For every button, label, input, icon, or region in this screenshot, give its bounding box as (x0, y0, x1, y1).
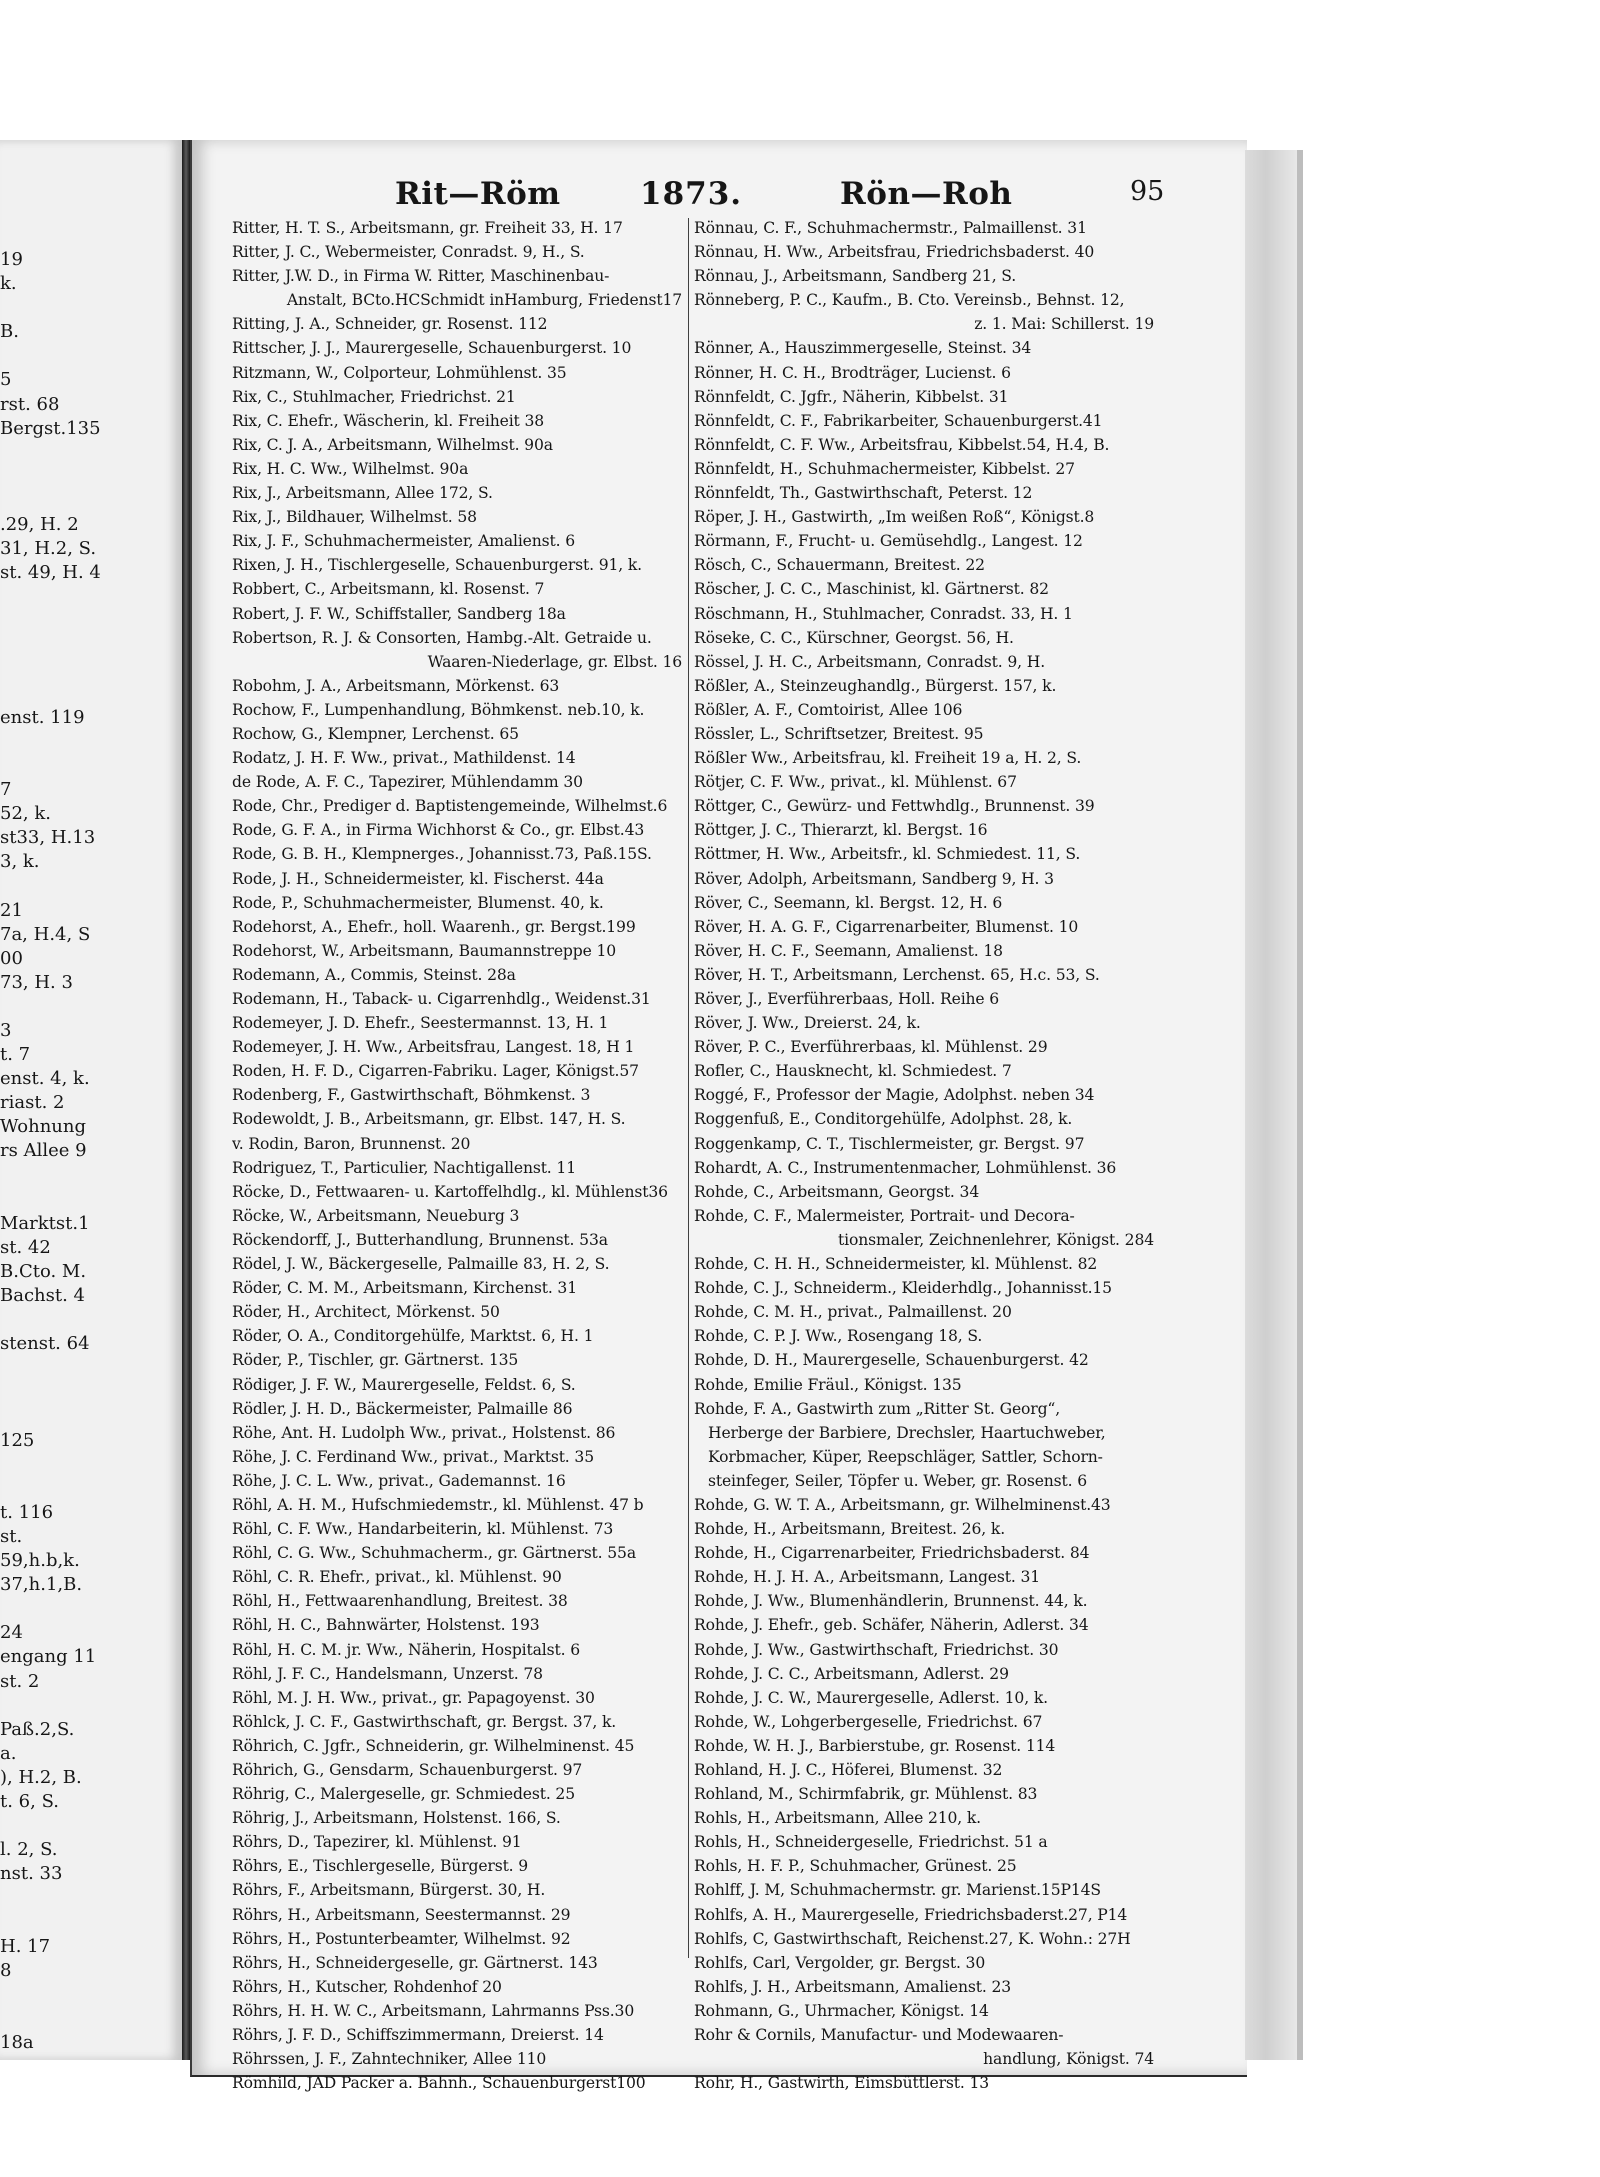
previous-page-fragment: 18a (0, 2031, 34, 2053)
directory-entry: Rittscher, J. J., Maurergeselle, Schauenburgerst. 10 (232, 339, 632, 358)
directory-entry: Rönnau, C. F., Schuhmachermstr., Palmaillenst. 31 (694, 219, 1087, 237)
directory-entry: v. Rodin, Baron, Brunnenst. 20 (232, 1134, 471, 1153)
previous-page-fragment (0, 754, 182, 778)
previous-page-fragment (0, 682, 182, 706)
directory-entry: Rössel, J. H. C., Arbeitsmann, Conradst. 9, H. (694, 652, 1046, 671)
directory-entry: Röver, C., Seemann, kl. Bergst. 12, H. 6 (694, 893, 1003, 912)
directory-entry: Röttger, J. C., Thierarzt, kl. Bergst. 16 (694, 821, 988, 840)
directory-entry: Ritzmann, W., Colporteur, Lohmühlenst. 35 (232, 363, 567, 382)
directory-entry: Rohde, J. Ww., Gastwirthschaft, Friedrichst. 30 (694, 1640, 1059, 1659)
directory-entry: Rohlfs, C, Gastwirthschaft, Reichenst.27, K. Wohn.: 27H (694, 1929, 1131, 1948)
directory-entry: Röcke, D., Fettwaaren- u. Kartoffelhdlg., kl. Mühlenst36 (232, 1182, 668, 1201)
previous-page-fragment: 73, H. 3 (0, 971, 73, 993)
directory-entry: Roggenkamp, C. T., Tischlermeister, gr. Bergst. 97 (694, 1134, 1085, 1153)
previous-page-fragment: 3 (0, 1020, 12, 1041)
directory-entry: Röttmer, H. Ww., Arbeitsfr., kl. Schmiedest. 11, S. (694, 845, 1081, 864)
directory-entry: Rohde, J. Ehefr., geb. Schäfer, Näherin, Adlerst. 34 (694, 1616, 1089, 1635)
previous-page-fragment: st33, H.13 (0, 827, 96, 849)
previous-page-text (0, 248, 182, 2055)
directory-entry: Röhl, M. J. H. Ww., privat., gr. Papagoyenst. 30 (232, 1688, 595, 1707)
previous-page-fragment (0, 995, 182, 1019)
previous-page-fragment (0, 1380, 182, 1404)
previous-page-fragment: t. 7 (0, 1044, 31, 1066)
directory-entry: Rodemann, A., Commis, Steinst. 28a (232, 965, 516, 984)
directory-entry: Röder, P., Tischler, gr. Gärtnerst. 135 (232, 1351, 519, 1370)
directory-entry: Rodatz, J. H. F. Ww., privat., Mathildenst. 14 (232, 749, 576, 768)
directory-entry: Rönnau, H. Ww., Arbeitsfrau, Friedrichsbaderst. 40 (694, 243, 1095, 262)
previous-page-fragment: 59,h.b,k. (0, 1550, 80, 1572)
directory-entry: Röhl, C. R. Ehefr., privat., kl. Mühlenst. 90 (232, 1568, 562, 1587)
directory-entry: Rödler, J. H. D., Bäckermeister, Palmaille 86 (232, 1399, 573, 1418)
directory-entry: Röhe, J. C. L. Ww., privat., Gademannst. 16 (232, 1471, 566, 1490)
directory-entry: Rohmann, G., Uhrmacher, Königst. 14 (694, 2001, 989, 2020)
directory-entry: Rohlfs, Carl, Vergolder, gr. Bergst. 30 (694, 1953, 986, 1972)
previous-page-fragment (0, 1188, 182, 1212)
directory-entry: Rohlfs, J. H., Arbeitsmann, Amalienst. 23 (694, 1977, 1012, 1996)
directory-entry: Röver, J., Everführerbaas, Holl. Reihe 6 (694, 990, 1000, 1008)
previous-page-fragment: enst. 119 (0, 706, 85, 728)
directory-entry: Rodemeyer, J. D. Ehefr., Seestermannst. 13, H. 1 (232, 1014, 609, 1033)
directory-entry: Rößler, A., Steinzeughandlg., Bürgerst. 157, k. (694, 676, 1057, 695)
previous-page-fragment: .29, H. 2 (0, 514, 79, 536)
previous-page-fragment: a. (0, 1742, 17, 1764)
directory-entry: Rode, P., Schuhmachermeister, Blumenst. 40, k. (232, 893, 604, 912)
page-header (195, 176, 1165, 218)
directory-entry: Rohde, G. W. T. A., Arbeitsmann, gr. Wilhelminenst.43 (694, 1495, 1111, 1514)
directory-entry: Röschmann, H., Stuhlmacher, Conradst. 33, H. 1 (694, 604, 1073, 623)
directory-entry: Rohde, W. H. J., Barbierstube, gr. Rosenst. 114 (694, 1736, 1056, 1755)
directory-entry: Rohde, W., Lohgerbergeselle, Friedrichst. 67 (694, 1712, 1043, 1731)
directory-entry: Roden, H. F. D., Cigarren-Fabriku. Lager, Königst.57 (232, 1062, 639, 1081)
previous-page-fragment: t. 116 (0, 1501, 54, 1523)
directory-entry: Rix, J., Arbeitsmann, Allee 172, S. (232, 484, 493, 503)
directory-entry: Waaren-Niederlage, gr. Elbst. 16 (427, 652, 682, 671)
directory-entry: Ritter, J. C., Webermeister, Conradst. 9, H., S. (232, 243, 585, 262)
directory-entry: Röver, P. C., Everführerbaas, kl. Mühlenst. 29 (694, 1038, 1048, 1057)
directory-entry: Rohde, C. P. J. Ww., Rosengang 18, S. (694, 1327, 983, 1346)
directory-entry: Rohde, J. Ww., Blumenhändlerin, Brunnenst. 44, k. (694, 1592, 1088, 1611)
directory-entry: Röhe, J. C. Ferdinand Ww., privat., Marktst. 35 (232, 1447, 594, 1466)
directory-entry: Röhl, H. C. M. jr. Ww., Näherin, Hospitalst. 6 (232, 1640, 580, 1659)
directory-entry: Röckendorff, J., Butterhandlung, Brunnenst. 53a (232, 1230, 608, 1249)
directory-entry: Röhl, C. G. Ww., Schuhmacherm., gr. Gärtnerst. 55a (232, 1544, 636, 1563)
directory-entry: Röcke, W., Arbeitsmann, Neueburg 3 (232, 1206, 520, 1225)
previous-page-fragment: 125 (0, 1429, 35, 1451)
header-left-range: Rit—Röm (395, 176, 561, 212)
directory-entry: Rochow, G., Klempner, Lerchenst. 65 (232, 724, 519, 743)
directory-entry: Rohr, H., Gastwirth, Eimsbüttlerst. 13 (694, 2074, 990, 2093)
directory-entry: Rochow, F., Lumpenhandlung, Böhmkenst. neb.10, k. (232, 700, 645, 719)
directory-entry: Rohls, H., Schneidergeselle, Friedrichst. 51 a (694, 1833, 1048, 1852)
directory-entry: Rohland, H. J. C., Höferei, Blumenst. 32 (694, 1761, 1003, 1779)
previous-page-fragment (0, 1477, 182, 1501)
previous-page-fragment (0, 344, 182, 368)
directory-entry: Röscher, J. C. C., Maschinist, kl. Gärtnerst. 82 (694, 580, 1049, 599)
previous-page-fragment: st. (0, 1525, 23, 1547)
directory-entry: Röhrs, H. H. W. C., Arbeitsmann, Lahrmanns Pss.30 (232, 2001, 635, 2020)
previous-page-fragment (0, 489, 182, 513)
directory-entry: Röhrig, J., Arbeitsmann, Holstenst. 166, S. (232, 1809, 561, 1828)
directory-entry: Rohde, C. J., Schneiderm., Kleiderhdlg., Johannisst.15 (694, 1279, 1112, 1298)
directory-entry: Rohde, Emilie Fräul., Königst. 135 (694, 1375, 962, 1394)
directory-entry: Rodehorst, A., Ehefr., holl. Waarenh., gr. Bergst.199 (232, 917, 636, 936)
directory-entry: Rohde, C. F., Malermeister, Portrait- und Decora- (694, 1206, 1075, 1225)
directory-entry: Rohde, C. M. H., privat., Palmaillenst. 20 (694, 1303, 1012, 1322)
directory-entry: Robertson, R. J. & Consorten, Hambg.-Alt. Getraide u. (232, 628, 652, 647)
directory-entry: Rohls, H. F. P., Schuhmacher, Grünest. 25 (694, 1857, 1017, 1876)
directory-entry: Rixen, J. H., Tischlergeselle, Schauenburgerst. 91, k. (232, 556, 642, 575)
directory-entry: Röhl, J. F. C., Handelsmann, Unzerst. 78 (232, 1664, 543, 1683)
directory-entry: Rohlff, J. M, Schuhmachermstr. gr. Marienst.15P14S (694, 1881, 1101, 1900)
previous-page-fragment (0, 1886, 182, 1910)
directory-entry: Röhrich, C. Jgfr., Schneiderin, gr. Wilhelminenst. 45 (232, 1736, 635, 1755)
previous-page-fragment: rst. 68 (0, 393, 60, 415)
previous-page-fragment (0, 585, 182, 609)
previous-page-fragment: Bergst.135 (0, 417, 101, 439)
directory-entry: Röper, J. H., Gastwirth, „Im weißen Roß“, Königst.8 (694, 508, 1095, 527)
previous-page-fragment: Bachst. 4 (0, 1285, 85, 1307)
directory-entry: Rohde, C., Arbeitsmann, Georgst. 34 (694, 1182, 980, 1201)
previous-page-fragment (0, 1814, 182, 1838)
previous-page-fragment: t. 6, S. (0, 1791, 59, 1812)
book-gutter (182, 140, 190, 2060)
directory-entry: Rodemeyer, J. H. Ww., Arbeitsfrau, Langest. 18, H 1 (232, 1038, 635, 1057)
directory-entry: Robbert, C., Arbeitsmann, kl. Rosenst. 7 (232, 580, 545, 599)
directory-entry: Rode, G. B. H., Klempnerges., Johannisst.73, Paß.15S. (232, 845, 652, 864)
previous-page-fragment: 19 (0, 249, 23, 270)
previous-page-fragment (0, 441, 182, 465)
directory-entry: steinfeger, Seiler, Töpfer u. Weber, gr. Rosenst. 6 (708, 1471, 1088, 1490)
directory-entry: Röhl, C. F. Ww., Handarbeiterin, kl. Mühlenst. 73 (232, 1520, 614, 1539)
directory-entry: Röhrssen, J. F., Zahntechniker, Allee 110 (232, 2050, 547, 2069)
previous-page-fragment (0, 1597, 182, 1621)
directory-entry: Röhl, A. H. M., Hufschmiedemstr., kl. Mühlenst. 47 b (232, 1495, 644, 1514)
directory-entry: Rix, H. C. Ww., Wilhelmst. 90a (232, 459, 469, 478)
previous-page-fragment (0, 465, 182, 489)
directory-entry: Ritter, J.W. D., in Firma W. Ritter, Maschinenbau- (232, 267, 610, 286)
previous-page-fragment: riast. 2 (0, 1092, 65, 1114)
directory-entry: Rohls, H., Arbeitsmann, Allee 210, k. (694, 1809, 981, 1828)
directory-entry: Röhrich, G., Gensdarm, Schauenburgerst. 97 (232, 1761, 583, 1779)
page-number: 95 (1130, 176, 1165, 207)
previous-page-fragment (0, 658, 182, 682)
directory-entry: Röttger, C., Gewürz- und Fettwhdlg., Brunnenst. 39 (694, 797, 1095, 816)
previous-page-fragment: nst. 33 (0, 1863, 63, 1885)
directory-entry: Röver, H. C. F., Seemann, Amalienst. 18 (694, 941, 1003, 960)
directory-entry: Rodriguez, T., Particulier, Nachtigallenst. 11 (232, 1158, 576, 1177)
directory-entry: Röder, C. M. M., Arbeitsmann, Kirchenst. 31 (232, 1279, 577, 1298)
directory-entry: de Rode, A. F. C., Tapezirer, Mühlendamm 30 (232, 773, 583, 792)
previous-page-fragment: rs Allee 9 (0, 1140, 87, 1162)
page-edge (1245, 150, 1300, 2060)
directory-entry: Rix, C. J. A., Arbeitsmann, Wilhelmst. 90a (232, 435, 553, 454)
directory-entry: Röder, H., Architect, Mörkenst. 50 (232, 1303, 500, 1322)
directory-entry: Rode, Chr., Prediger d. Baptistengemeinde, Wilhelmst.6 (232, 797, 668, 816)
directory-column-left (232, 216, 682, 2095)
directory-entry: Rode, J. H., Schneidermeister, kl. Fischerst. 44a (232, 869, 604, 888)
previous-page-fragment: Wohnung (0, 1116, 87, 1138)
previous-page-fragment: st. 2 (0, 1670, 40, 1692)
directory-entry: Rohde, F. A., Gastwirth zum „Ritter St. Georg“, (694, 1399, 1061, 1418)
previous-page-fragment (0, 730, 182, 754)
directory-entry: Röder, O. A., Conditorgehülfe, Marktst. 6, H. 1 (232, 1327, 594, 1346)
directory-entry: Rohr & Cornils, Manufactur- und Modewaaren- (694, 2026, 1064, 2045)
previous-page-fragment: H. 17 (0, 1935, 51, 1957)
directory-column-right (694, 216, 1154, 2095)
previous-page-fragment: enst. 4, k. (0, 1068, 90, 1090)
previous-page-fragment (0, 874, 182, 898)
directory-entry: Röver, H. T., Arbeitsmann, Lerchenst. 65, H.c. 53, S. (694, 965, 1100, 984)
previous-page-fragment: st. 49, H. 4 (0, 562, 101, 584)
directory-entry: Rohlfs, A. H., Maurergeselle, Friedrichsbaderst.27, P14 (694, 1905, 1128, 1924)
previous-page-fragment: 3, k. (0, 851, 40, 873)
directory-entry: Rofler, C., Hausknecht, kl. Schmiedest. 7 (694, 1062, 1012, 1081)
previous-page-fragment: 7a, H.4, S (0, 923, 91, 945)
previous-page-fragment: 00 (0, 947, 23, 969)
previous-page-fragment (0, 609, 182, 633)
directory-entry: Rohde, H., Cigarrenarbeiter, Friedrichsbaderst. 84 (694, 1544, 1090, 1563)
header-year: 1873. (640, 176, 743, 212)
directory-entry: Robohm, J. A., Arbeitsmann, Mörkenst. 63 (232, 676, 560, 695)
directory-entry: Rix, J. F., Schuhmachermeister, Amalienst. 6 (232, 532, 575, 551)
directory-entry: Anstalt, BCto.HCSchmidt inHamburg, Friedenst17 (286, 291, 682, 310)
directory-entry: Röhrs, H., Postunterbeamter, Wilhelmst. 92 (232, 1929, 571, 1948)
previous-page-fragment: 24 (0, 1622, 23, 1644)
directory-entry: Rodenberg, F., Gastwirthschaft, Böhmkenst. 3 (232, 1086, 591, 1105)
previous-page-fragment: l. 2, S. (0, 1839, 58, 1861)
page-edge-shadow (1297, 150, 1303, 2060)
directory-entry: Röhlck, J. C. F., Gastwirthschaft, gr. Bergst. 37, k. (232, 1712, 617, 1731)
directory-entry: Röhl, H., Fettwaarenhandlung, Breitest. 38 (232, 1592, 568, 1611)
directory-entry: z. 1. Mai: Schillerst. 19 (974, 315, 1154, 334)
directory-entry: Rodehorst, W., Arbeitsmann, Baumannstreppe 10 (232, 941, 617, 960)
directory-entry: Rönneberg, P. C., Kaufm., B. Cto. Vereinsb., Behnst. 12, (694, 291, 1125, 310)
directory-entry: tionsmaler, Zeichnenlehrer, Königst. 284 (838, 1230, 1154, 1249)
previous-page-fragment: Marktst.1 (0, 1212, 90, 1234)
previous-page-fragment: 31, H.2, S. (0, 538, 97, 560)
previous-page-fragment: 8 (0, 1959, 12, 1981)
directory-entry: Röver, Adolph, Arbeitsmann, Sandberg 9, H. 3 (694, 869, 1054, 888)
directory-entry: handlung, Königst. 74 (983, 2050, 1154, 2069)
directory-entry: Ritter, H. T. S., Arbeitsmann, gr. Freiheit 33, H. 17 (232, 219, 623, 237)
previous-page-fragment: Paß.2,S. (0, 1718, 75, 1740)
directory-entry: Rohde, H., Arbeitsmann, Breitest. 26, k. (694, 1520, 1005, 1539)
directory-entry: Rohland, M., Schirmfabrik, gr. Mühlenst. 83 (694, 1785, 1038, 1804)
directory-entry: Rohde, H. J. H. A., Arbeitsmann, Langest. 31 (694, 1568, 1041, 1587)
directory-entry: Rödel, J. W., Bäckergeselle, Palmaille 83, H. 2, S. (232, 1255, 610, 1274)
directory-entry: Rößler Ww., Arbeitsfrau, kl. Freiheit 19 a, H. 2, S. (694, 749, 1082, 768)
directory-entry: Röhrs, D., Tapezirer, kl. Mühlenst. 91 (232, 1833, 522, 1852)
directory-entry: Rönner, H. C. H., Brodträger, Lucienst. 6 (694, 363, 1011, 382)
directory-entry: Röhrs, J. F. D., Schiffszimmermann, Dreierst. 14 (232, 2026, 604, 2045)
directory-entry: Rodemann, H., Taback- u. Cigarrenhdlg., Weidenst.31 (232, 990, 651, 1008)
previous-page-fragment: k. (0, 273, 17, 295)
directory-entry: Rönner, A., Hauszimmergeselle, Steinst. 34 (694, 339, 1032, 358)
previous-page-fragment: st. 42 (0, 1236, 51, 1258)
previous-page-fragment: B. (0, 321, 19, 343)
directory-entry: Rohde, J. C. C., Arbeitsmann, Adlerst. 29 (694, 1664, 1009, 1683)
previous-page-fragment: 7 (0, 779, 12, 801)
directory-entry: Rörmann, F., Frucht- u. Gemüsehdlg., Langest. 12 (694, 532, 1083, 551)
directory-entry: Röhrs, E., Tischlergeselle, Bürgerst. 9 (232, 1857, 529, 1876)
directory-entry: Rix, C. Ehefr., Wäscherin, kl. Freiheit 38 (232, 411, 545, 430)
directory-entry: Rönnfeldt, C. F., Fabrikarbeiter, Schauenburgerst.41 (694, 411, 1103, 430)
directory-entry: Rix, J., Bildhauer, Wilhelmst. 58 (232, 508, 477, 527)
previous-page-strip (0, 140, 185, 2060)
directory-entry: Rönnfeldt, H., Schuhmachermeister, Kibbelst. 27 (694, 459, 1075, 478)
directory-entry: Roggé, F., Professor der Magie, Adolphst. neben 34 (694, 1086, 1095, 1105)
directory-entry: Rohardt, A. C., Instrumentenmacher, Lohmühlenst. 36 (694, 1158, 1117, 1177)
directory-entry: Röhl, H. C., Bahnwärter, Holstenst. 193 (232, 1616, 540, 1635)
directory-entry: Rössler, L., Schriftsetzer, Breitest. 95 (694, 724, 984, 743)
directory-entry: Korbmacher, Küper, Reepschläger, Sattler, Schorn- (708, 1447, 1103, 1466)
previous-page-fragment (0, 1356, 182, 1380)
directory-entry: Rönnfeldt, C. Jgfr., Näherin, Kibbelst. 31 (694, 387, 1009, 406)
previous-page-fragment (0, 1453, 182, 1477)
directory-entry: Röhrs, H., Schneidergeselle, gr. Gärtnerst. 143 (232, 1953, 598, 1972)
previous-page-fragment (0, 1983, 182, 2007)
previous-page-fragment: 37,h.1,B. (0, 1574, 83, 1596)
directory-entry: Rodewoldt, J. B., Arbeitsmann, gr. Elbst. 147, H. S. (232, 1110, 626, 1129)
previous-page-fragment (0, 634, 182, 658)
previous-page-fragment: 21 (0, 899, 23, 921)
directory-entry: Rödiger, J. F. W., Maurergeselle, Feldst. 6, S. (232, 1375, 576, 1394)
directory-entry: Rohde, J. C. W., Maurergeselle, Adlerst. 10, k. (694, 1688, 1048, 1707)
directory-entry: Rößler, A. F., Comtoirist, Allee 106 (694, 700, 963, 719)
directory-entry: Röhrs, H., Kutscher, Rohdenhof 20 (232, 1977, 502, 1996)
previous-page-fragment (0, 1164, 182, 1188)
directory-entry: Rix, C., Stuhlmacher, Friedrichst. 21 (232, 387, 516, 406)
directory-entry: Rösch, C., Schauermann, Breitest. 22 (694, 556, 985, 575)
directory-entry: Rönnfeldt, Th., Gastwirthschaft, Peterst. 12 (694, 484, 1033, 503)
previous-page-fragment: ), H.2, B. (0, 1766, 82, 1788)
directory-entry: Röhrs, F., Arbeitsmann, Bürgerst. 30, H. (232, 1881, 546, 1900)
previous-page-fragment (0, 2007, 182, 2031)
directory-entry: Herberge der Barbiere, Drechsler, Haartuchweber, (708, 1423, 1106, 1442)
directory-entry: Röver, H. A. G. F., Cigarrenarbeiter, Blumenst. 10 (694, 917, 1079, 936)
directory-entry: Rohde, D. H., Maurergeselle, Schauenburgerst. 42 (694, 1351, 1089, 1370)
directory-entry: Röver, J. Ww., Dreierst. 24, k. (694, 1014, 921, 1033)
previous-page-fragment: engang 11 (0, 1646, 97, 1668)
directory-entry: Ritting, J. A., Schneider, gr. Rosenst. 112 (232, 315, 548, 334)
previous-page-fragment (0, 1910, 182, 1934)
previous-page-fragment: stenst. 64 (0, 1333, 90, 1355)
directory-entry: Röhrig, C., Malergeselle, gr. Schmiedest. 25 (232, 1785, 575, 1804)
directory-entry: Rönnau, J., Arbeitsmann, Sandberg 21, S. (694, 267, 1017, 286)
previous-page-fragment: 5 (0, 369, 12, 391)
directory-entry: Robert, J. F. W., Schiffstaller, Sandberg 18a (232, 604, 566, 623)
column-divider (688, 218, 689, 1958)
header-right-range: Rön—Roh (840, 176, 1013, 212)
directory-entry: Roggenfuß, E., Conditorgehülfe, Adolphst. 28, k. (694, 1110, 1073, 1129)
previous-page-fragment (0, 1405, 182, 1429)
previous-page-fragment (0, 296, 182, 320)
directory-entry: Röhe, Ant. H. Ludolph Ww., privat., Holstenst. 86 (232, 1423, 616, 1442)
previous-page-fragment (0, 1694, 182, 1718)
directory-entry: Rötjer, C. F. Ww., privat., kl. Mühlenst. 67 (694, 773, 1017, 792)
previous-page-fragment: 52, k. (0, 803, 51, 825)
directory-entry: Röseke, C. C., Kürschner, Georgst. 56, H. (694, 628, 1014, 647)
directory-entry: Rohde, C. H. H., Schneidermeister, kl. Mühlenst. 82 (694, 1255, 1098, 1274)
directory-entry: Röhrs, H., Arbeitsmann, Seestermannst. 29 (232, 1905, 571, 1924)
directory-entry: Rönnfeldt, C. F. Ww., Arbeitsfrau, Kibbelst.54, H.4, B. (694, 435, 1110, 454)
previous-page-fragment (0, 1308, 182, 1332)
directory-entry: Rode, G. F. A., in Firma Wichhorst & Co., gr. Elbst.43 (232, 821, 645, 840)
previous-page-fragment: B.Cto. M. (0, 1260, 87, 1282)
directory-entry: Römhild, JAD Packer a. Bahnh., Schauenburgerst100 (232, 2074, 646, 2093)
